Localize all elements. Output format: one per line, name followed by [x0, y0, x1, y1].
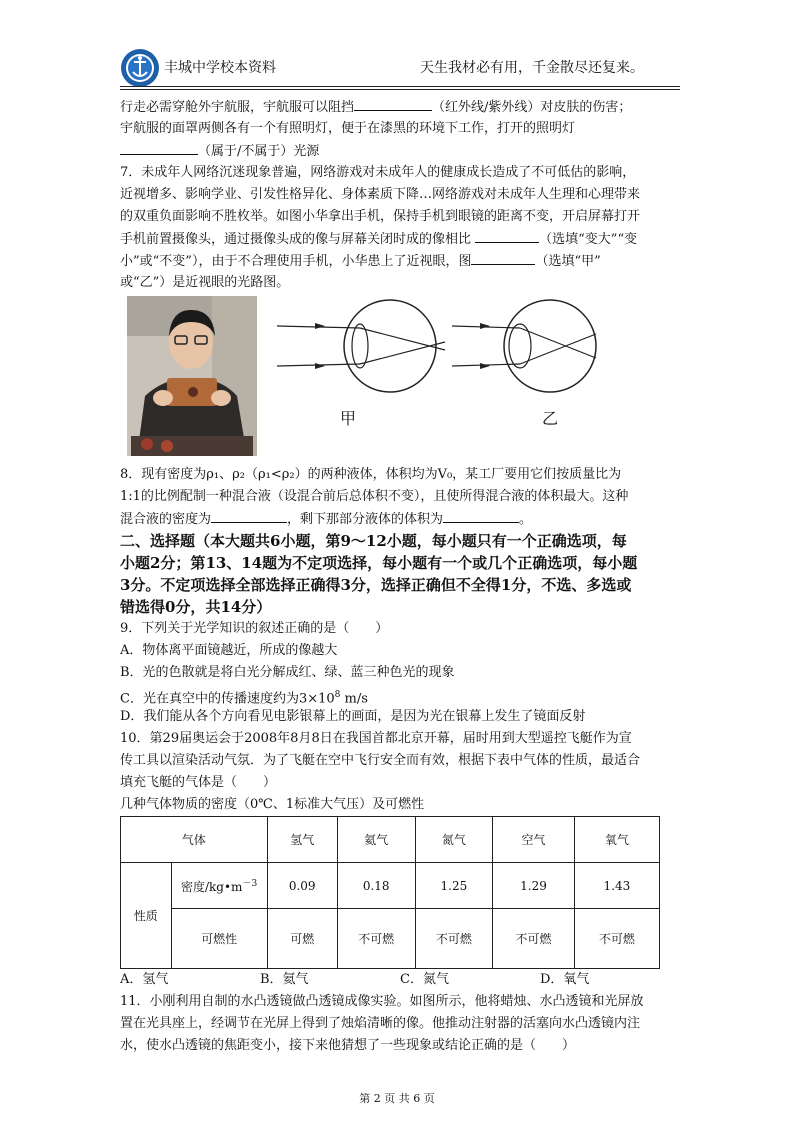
table-header-gas: 气体	[121, 817, 268, 863]
q9-option-d: D．我们能从各个方向看见电影银幕上的画面，是因为光在银幕上发生了镜面反射	[120, 709, 586, 724]
q6-line: （属于/不属于）光源	[120, 140, 680, 162]
page-number: 第 2 页 共 6 页	[359, 1092, 435, 1105]
school-logo-icon	[120, 48, 160, 88]
table-cell: 1.25	[415, 863, 493, 909]
q10-line: 10．第29届奥运会于2008年8月8日在我国首都北京开幕，届时用到大型遥控飞艇作为宣	[120, 731, 632, 746]
q10-option-a: A．氢气	[120, 972, 169, 987]
figure-label-b: 乙	[542, 409, 559, 428]
header-motto: 天生我材必有用，千金散尽还复来。	[420, 60, 644, 76]
q8-line: 8．现有密度为ρ₁、ρ₂（ρ₁<ρ₂）的两种液体，体积均为V₀，某工厂要用它们按质量比为	[120, 467, 622, 482]
q9-stem: 9．下列关于光学知识的叙述正确的是（ ）	[120, 621, 389, 636]
q11-line: 11．小刚利用自制的水凸透镜做凸透镜成像实验。如图所示，他将蜡烛、水凸透镜和光屏放	[120, 994, 644, 1009]
q10-options	[120, 969, 680, 991]
q9-option-c: C．光在真空中的传播速度约为$3\times 10^8$ m/s	[120, 690, 368, 706]
q7-figure	[120, 294, 680, 462]
page-content	[120, 96, 680, 1057]
table-cell: 不可燃	[574, 909, 659, 969]
q7-line: 小”或“不变”），由于不合理使用手机，小华患上了近视眼，图 （选填“甲”	[120, 250, 680, 272]
q10-option-d: D．氧气	[540, 972, 590, 987]
q10-line: 填充飞艇的气体是（ ）	[120, 775, 277, 790]
q7-line: 7．未成年人网络沉迷现象普遍，网络游戏对未成年人的健康成长造成了不可低估的影响，	[120, 165, 636, 180]
section-heading: 3分。不定项选择全部选择正确得3分，选择正确但不全得1分，不选、多选或	[120, 576, 632, 594]
section-heading: 错选得0分，共14分）	[120, 598, 272, 616]
table-cell: 不可燃	[337, 909, 415, 969]
answer-blank[interactable]	[354, 96, 432, 111]
q7-line: 近视增多、影响学业、引发性格异化、身体素质下降…网络游戏对未成年人生理和心理带来	[120, 187, 641, 202]
eye-diagram-b	[450, 296, 625, 396]
table-caption: 几种气体物质的密度（0℃、1标准大气压）及可燃性	[120, 797, 425, 812]
q10-option-c: C．氮气	[400, 972, 449, 987]
table-row-header: 性质	[121, 863, 172, 969]
answer-blank[interactable]	[211, 508, 287, 523]
q7-line: 的双重负面影响不胜枚举。如图小华拿出手机，保持手机到眼镜的距离不变，开启屏幕打开	[120, 209, 641, 224]
school-name: 丰城中学校本资料	[164, 60, 276, 76]
answer-blank[interactable]	[471, 250, 535, 265]
q9-option-a: A．物体离平面镜越近，所成的像越大	[120, 643, 338, 658]
table-row-label: 可燃性	[171, 909, 267, 969]
q10-option-b: B．氦气	[260, 972, 309, 987]
section-heading: 二、选择题（本大题共6小题，第9～12小题，每小题只有一个正确选项，每	[120, 532, 627, 550]
q8-line: 1:1的比例配制一种混合液（设混合前后总体积不变），且使所得混合液的体积最大。这种	[120, 489, 629, 504]
table-header-cell: 氧气	[574, 817, 659, 863]
table-cell: 可燃	[267, 909, 337, 969]
person-with-phone-photo	[127, 296, 257, 456]
header-rule	[120, 86, 680, 87]
answer-blank[interactable]	[443, 508, 519, 523]
table-header-cell: 氦气	[337, 817, 415, 863]
answer-blank[interactable]	[475, 228, 539, 243]
q6-line: 行走必需穿舱外宇航服，宇航服可以阻挡 （红外线/紫外线）对皮肤的伤害；	[120, 96, 680, 118]
q7-line: 手机前置摄像头，通过摄像头成的像与屏幕关闭时成的像相比 （选填“变大”“变	[120, 228, 680, 250]
q8-line: 混合液的密度为 ，剩下那部分液体的体积为 。	[120, 508, 680, 530]
q11-line: 置在光具座上，经调节在光屏上得到了烛焰清晰的像。他推动注射器的活塞向水凸透镜内注	[120, 1016, 641, 1031]
table-header-cell: 空气	[493, 817, 574, 863]
figure-label-a: 甲	[340, 409, 357, 428]
gas-property-table	[120, 816, 660, 969]
section-heading: 小题2分；第13、14题为不定项选择，每小题有一个或几个正确选项，每小题	[120, 554, 638, 572]
eye-diagram-a	[275, 296, 450, 396]
table-row-label: 密度$/kg•m^{-3}$	[171, 863, 267, 909]
q9-option-b: B．光的色散就是将白光分解成红、绿、蓝三种色光的现象	[120, 665, 455, 680]
q10-line: 传工具以渲染活动气氛．为了飞艇在空中飞行安全而有效，根据下表中气体的性质，最适合	[120, 753, 641, 768]
table-cell: 1.43	[574, 863, 659, 909]
table-cell: 不可燃	[493, 909, 574, 969]
header-rule	[120, 89, 680, 90]
table-cell: 0.18	[337, 863, 415, 909]
q6-line: 宇航服的面罩两侧各有一个有照明灯，便于在漆黑的环境下工作，打开的照明灯	[120, 121, 576, 136]
table-header-cell: 氮气	[415, 817, 493, 863]
table-cell: 1.29	[493, 863, 574, 909]
table-header-cell: 氢气	[267, 817, 337, 863]
table-cell: 不可燃	[415, 909, 493, 969]
table-cell: 0.09	[267, 863, 337, 909]
q7-line: 或“乙”）是近视眼的光路图。	[120, 275, 290, 290]
answer-blank[interactable]	[120, 140, 198, 155]
q11-line: 水，使水凸透镜的焦距变小，接下来他猜想了一些现象或结论正确的是（ ）	[120, 1038, 576, 1053]
